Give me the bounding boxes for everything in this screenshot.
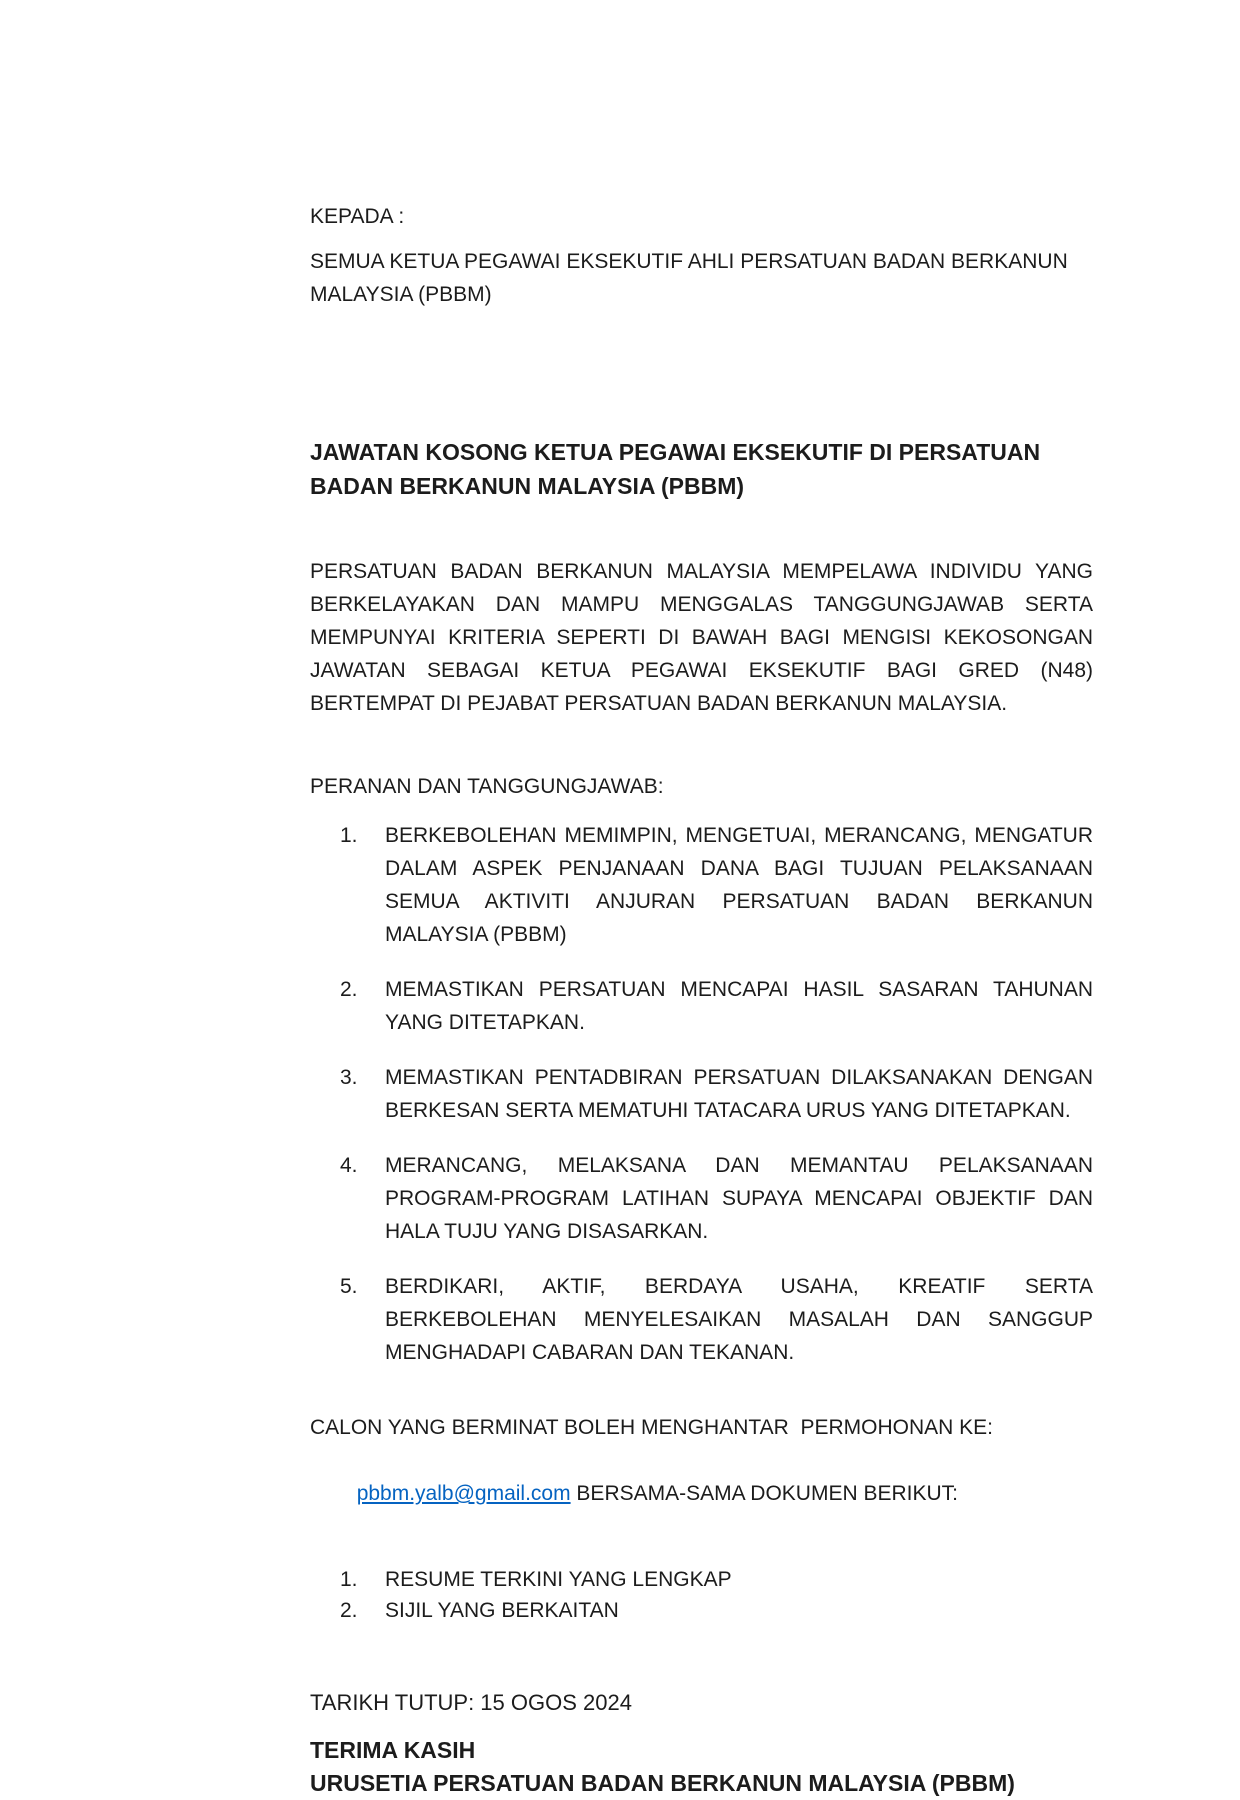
intro-paragraph xyxy=(310,555,1093,720)
closing-signature xyxy=(310,1734,1093,1800)
roles-list xyxy=(310,819,1093,1369)
text-line: PERSATUAN BADAN BERKANUN MALAYSIA MEMPELAWA INDIVIDU YANG xyxy=(310,560,1093,583)
list-item xyxy=(310,819,1093,951)
list-item-number: 2. xyxy=(340,978,358,1001)
text-line: BERDIKARI, AKTIF, BERDAYA USAHA, KREATIF SERTA xyxy=(385,1275,1093,1298)
application-line-after-email: BERSAMA-SAMA DOKUMEN BERIKUT: xyxy=(570,1482,958,1505)
text-line: MEMASTIKAN PERSATUAN MENCAPAI HASIL SASARAN TAHUNAN xyxy=(385,978,1093,1001)
text-line: MEMPUNYAI KRITERIA SEPERTI DI BAWAH BAGI MENGISI KEKOSONGAN xyxy=(310,626,1093,649)
text-line: BERKEBOLEHAN MENYELESAIKAN MASALAH DAN SANGGUP xyxy=(385,1308,1093,1331)
list-item-number: 1. xyxy=(340,824,358,847)
text-line: RESUME TERKINI YANG LENGKAP xyxy=(385,1568,732,1591)
text-line: MALAYSIA (PBBM) xyxy=(385,923,567,946)
application-line: CALON YANG BERMINAT BOLEH MENGHANTAR PERMOHONAN KE: xyxy=(310,1416,994,1439)
text-line: BERKESAN SERTA MEMATUHI TATACARA URUS YANG DITETAPKAN. xyxy=(385,1099,1071,1122)
list-item-number: 2. xyxy=(340,1599,358,1622)
text-line: BADAN BERKANUN MALAYSIA (PBBM) xyxy=(310,473,745,499)
closing-thanks: TERIMA KASIH xyxy=(310,1737,476,1763)
list-item-number: 3. xyxy=(340,1066,358,1089)
subject-heading xyxy=(310,435,1093,503)
text-line: MALAYSIA (PBBM) xyxy=(310,283,492,306)
list-item xyxy=(310,1595,1093,1626)
text-line: SEMUA AKTIVITI ANJURAN PERSATUAN BADAN BERKANUN xyxy=(385,890,1093,913)
list-item-number: 4. xyxy=(340,1154,358,1177)
text-line: BERKELAYAKAN DAN MAMPU MENGGALAS TANGGUNGJAWAB SERTA xyxy=(310,593,1093,616)
letter-body xyxy=(310,0,1093,1800)
closing-date: TARIKH TUTUP: 15 OGOS 2024 xyxy=(310,1690,632,1715)
text-line: MERANCANG, MELAKSANA DAN MEMANTAU PELAKSANAAN xyxy=(385,1154,1093,1177)
text-line: JAWATAN KOSONG KETUA PEGAWAI EKSEKUTIF DI PERSATUAN xyxy=(310,439,1041,465)
documents-list xyxy=(310,1564,1093,1626)
text-line: DALAM ASPEK PENJANAAN DANA BAGI TUJUAN PELAKSANAAN xyxy=(385,857,1093,880)
text-line: MEMASTIKAN PENTADBIRAN PERSATUAN DILAKSANAKAN DENGAN xyxy=(385,1066,1093,1089)
text-line: MENGHADAPI CABARAN DAN TEKANAN. xyxy=(385,1341,795,1364)
text-line: BERTEMPAT DI PEJABAT PERSATUAN BADAN BERKANUN MALAYSIA. xyxy=(310,692,1008,715)
application-paragraph xyxy=(310,1411,1093,1543)
text-line: SEMUA KETUA PEGAWAI EKSEKUTIF AHLI PERSATUAN BADAN BERKANUN xyxy=(310,250,1068,273)
text-line: HALA TUJU YANG DISASARKAN. xyxy=(385,1220,709,1243)
text-line: YANG DITETAPKAN. xyxy=(385,1011,585,1034)
list-item-number: 1. xyxy=(340,1568,358,1591)
list-item xyxy=(310,1149,1093,1248)
text-line: SIJIL YANG BERKAITAN xyxy=(385,1599,619,1622)
roles-heading: PERANAN DAN TANGGUNGJAWAB: xyxy=(310,775,664,798)
list-item xyxy=(310,1564,1093,1595)
email-link[interactable]: pbbm.yalb@gmail.com xyxy=(356,1482,571,1505)
application-email-line xyxy=(310,1444,1093,1543)
closing-secretariat: URUSETIA PERSATUAN BADAN BERKANUN MALAYSIA (PBBM) xyxy=(310,1770,1015,1796)
list-item-number: 5. xyxy=(340,1275,358,1298)
list-item xyxy=(310,1270,1093,1369)
text-line: BERKEBOLEHAN MEMIMPIN, MENGETUAI, MERANCANG, MENGATUR xyxy=(385,824,1093,847)
text-line: PROGRAM-PROGRAM LATIHAN SUPAYA MENCAPAI OBJEKTIF DAN xyxy=(385,1187,1093,1210)
list-item xyxy=(310,1061,1093,1127)
list-item xyxy=(310,973,1093,1039)
recipient-address xyxy=(310,245,1093,311)
recipient-label: KEPADA : xyxy=(310,205,405,228)
text-line: JAWATAN SEBAGAI KETUA PEGAWAI EKSEKUTIF BAGI GRED (N48) xyxy=(310,659,1093,682)
